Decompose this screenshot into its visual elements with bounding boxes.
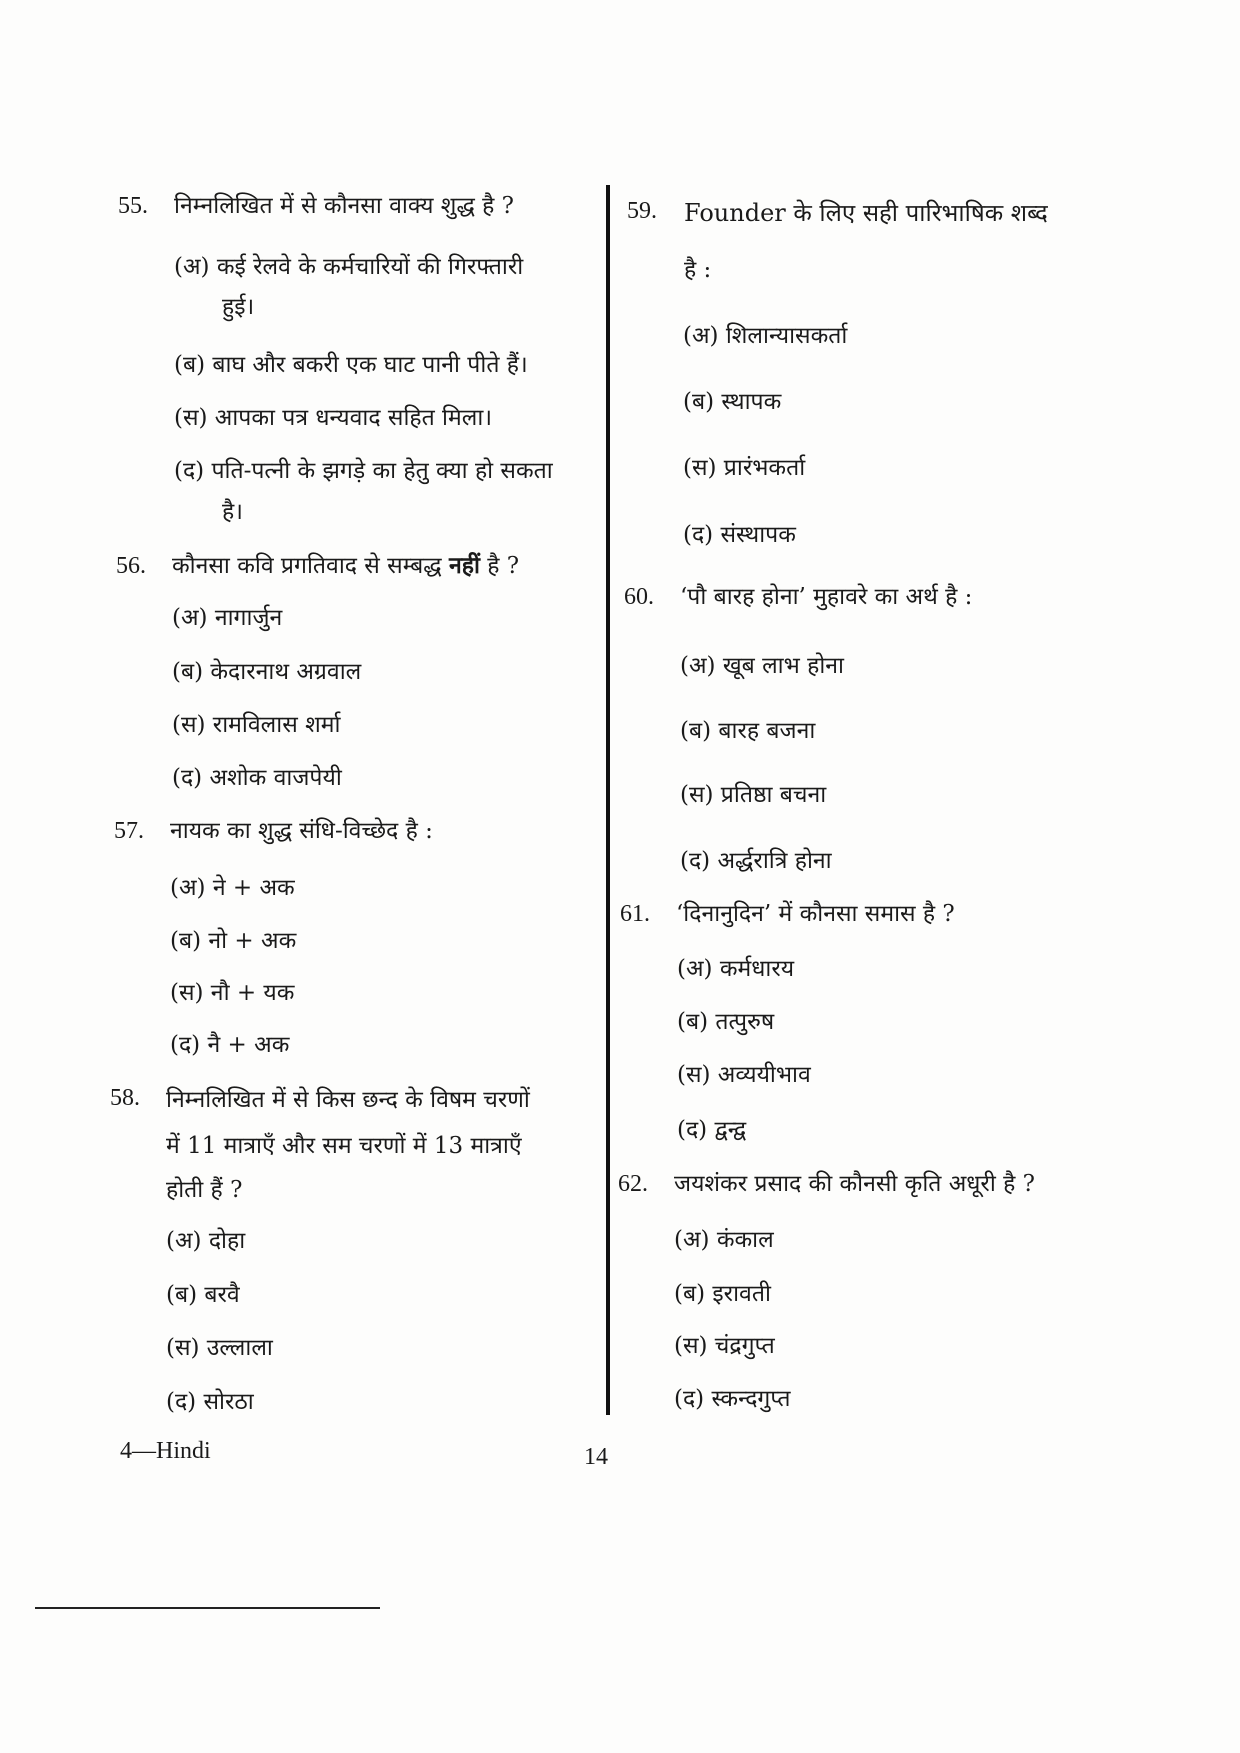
option: (द) स्कन्दगुप्त [674,1386,791,1412]
option: (स) अव्ययीभाव [677,1062,811,1088]
option-continued: हुई। [222,294,255,320]
option: (अ) शिलान्यासकर्ता [683,323,848,349]
question-text: ‘पौ बारह होना’ मुहावरे का अर्थ है : [680,584,973,610]
question-text-emphasis: नहीं [449,552,480,579]
option: (अ) कई रेलवे के कर्मचारियों की गिरफ्तारी [174,254,524,280]
option: (स) प्रारंभकर्ता [683,455,806,481]
option: (स) आपका पत्र धन्यवाद सहित मिला। [174,405,493,431]
question-text-line: में 11 मात्राएँ और सम चरणों में 13 मात्राएँ [166,1133,522,1159]
option: (ब) इरावती [674,1281,771,1307]
option: (स) चंद्रगुप्त [674,1333,775,1359]
booklet-code: 4—Hindi [120,1438,211,1464]
question-text: नायक का शुद्ध संधि-विच्छेद है : [170,818,433,844]
page-number: 14 [584,1444,608,1470]
option-continued: है। [222,499,243,525]
question-number: 61. [620,901,650,927]
option: (अ) दोहा [166,1228,246,1254]
option: (ब) तत्पुरुष [677,1009,775,1035]
question-text: निम्नलिखित में से कौनसा वाक्य शुद्ध है ? [174,193,514,219]
question-text: ‘दिनानुदिन’ में कौनसा समास है ? [676,901,955,927]
option: (द) नै + अक [170,1032,290,1058]
option: (स) नौ + यक [170,980,295,1006]
option: (अ) खूब लाभ होना [680,653,845,679]
option: (अ) कंकाल [674,1227,774,1253]
question-number: 57. [114,818,144,844]
question-text-line: निम्नलिखित में से किस छन्द के विषम चरणों [166,1087,530,1113]
option: (ब) बाघ और बकरी एक घाट पानी पीते हैं। [174,352,528,378]
question-text-line: है : [684,257,712,283]
option: (स) प्रतिष्ठा बचना [680,782,827,808]
option: (ब) केदारनाथ अग्रवाल [172,659,362,685]
option: (स) रामविलास शर्मा [172,712,341,738]
question-text-line: होती हैं ? [166,1177,243,1203]
question-number: 56. [116,553,146,579]
option: (द) अर्द्धरात्रि होना [680,848,832,874]
question-number: 58. [110,1085,140,1111]
option: (द) संस्थापक [683,522,796,548]
column-divider [606,185,610,1415]
option: (स) उल्लाला [166,1335,273,1361]
option: (ब) बारह बजना [680,718,816,744]
option: (अ) ने + अक [170,875,295,901]
question-text-end: है ? [479,553,520,579]
question-text-line: Founder के लिए सही पारिभाषिक शब्द [684,199,1048,227]
question-text [172,540,519,592]
footnote-rule [35,1607,380,1609]
option: (द) पति-पत्नी के झगड़े का हेतु क्या हो सकता [174,458,553,484]
option: (अ) नागार्जुन [172,605,283,631]
option: (अ) कर्मधारय [677,956,795,982]
option: (ब) नो + अक [170,928,297,954]
question-number: 62. [618,1171,648,1197]
question-text: जयशंकर प्रसाद की कौनसी कृति अधूरी है ? [674,1171,1035,1197]
option: (ब) बरवै [166,1282,240,1308]
question-number: 55. [118,193,148,219]
option: (ब) स्थापक [683,389,782,415]
option: (द) द्वन्द्व [677,1117,747,1143]
question-number: 60. [624,584,654,610]
option: (द) अशोक वाजपेयी [172,765,342,791]
question-number: 59. [627,198,657,224]
option: (द) सोरठा [166,1389,254,1415]
question-text-start: कौनसा कवि प्रगतिवाद से सम्बद्ध [172,553,449,579]
